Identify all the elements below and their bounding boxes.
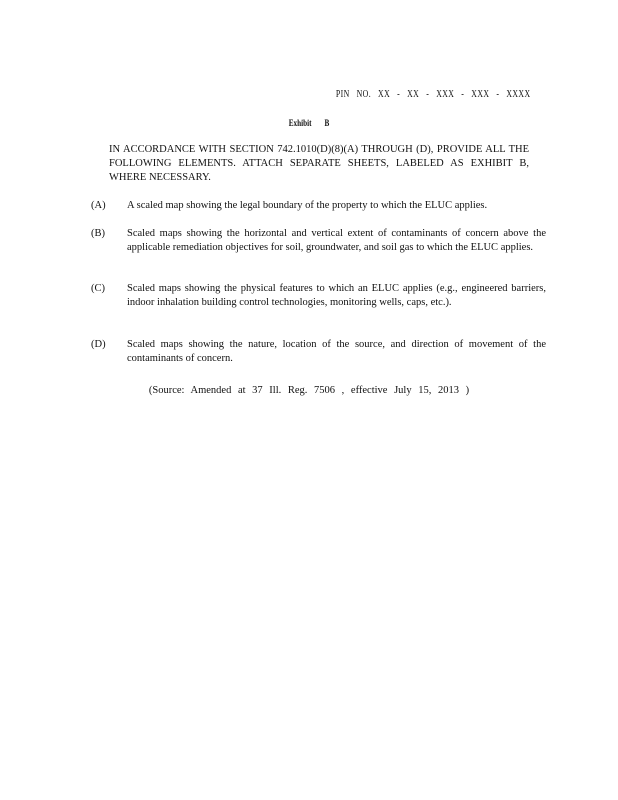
item-text: A scaled map showing the legal boundary of the property to which the ELUC applies. (127, 200, 488, 211)
list-item-c (91, 282, 546, 310)
item-text: Scaled maps showing the nature, location of the source, and direction of movement of the contaminants of concern. (127, 339, 546, 364)
source-note: (Source: Amended at 37 Ill. Reg. 7506 , effective July 15, 2013 ) (148, 385, 470, 396)
item-label: (D) (91, 339, 106, 350)
exhibit-title: Exhibit B (288, 118, 330, 128)
list-item-d (91, 338, 546, 366)
list-item-b (91, 227, 546, 255)
item-label: (C) (91, 283, 105, 294)
instructions-paragraph: IN ACCORDANCE WITH SECTION 742.1010(D)(8)(A) THROUGH (D), PROVIDE ALL THE FOLLOWING ELEMENTS. ATTACH SEPARATE SHEETS, LABELED AS EXHIBIT B, WHERE NECESSARY. (109, 144, 529, 183)
list-item-a (91, 199, 546, 213)
pin-number: PIN NO. XX - XX - XXX - XXX - XXXX (335, 89, 530, 100)
item-label: (B) (91, 228, 105, 239)
item-label: (A) (91, 200, 106, 211)
item-text: Scaled maps showing the horizontal and vertical extent of contaminants of concern above the applicable remediation objectives for soil, groundwater, and soil gas to which the ELUC applies. (127, 228, 546, 253)
item-text: Scaled maps showing the physical features to which an ELUC applies (e.g., engineered barriers, indoor inhalation building control technologies, monitoring wells, caps, etc.). (127, 283, 546, 308)
